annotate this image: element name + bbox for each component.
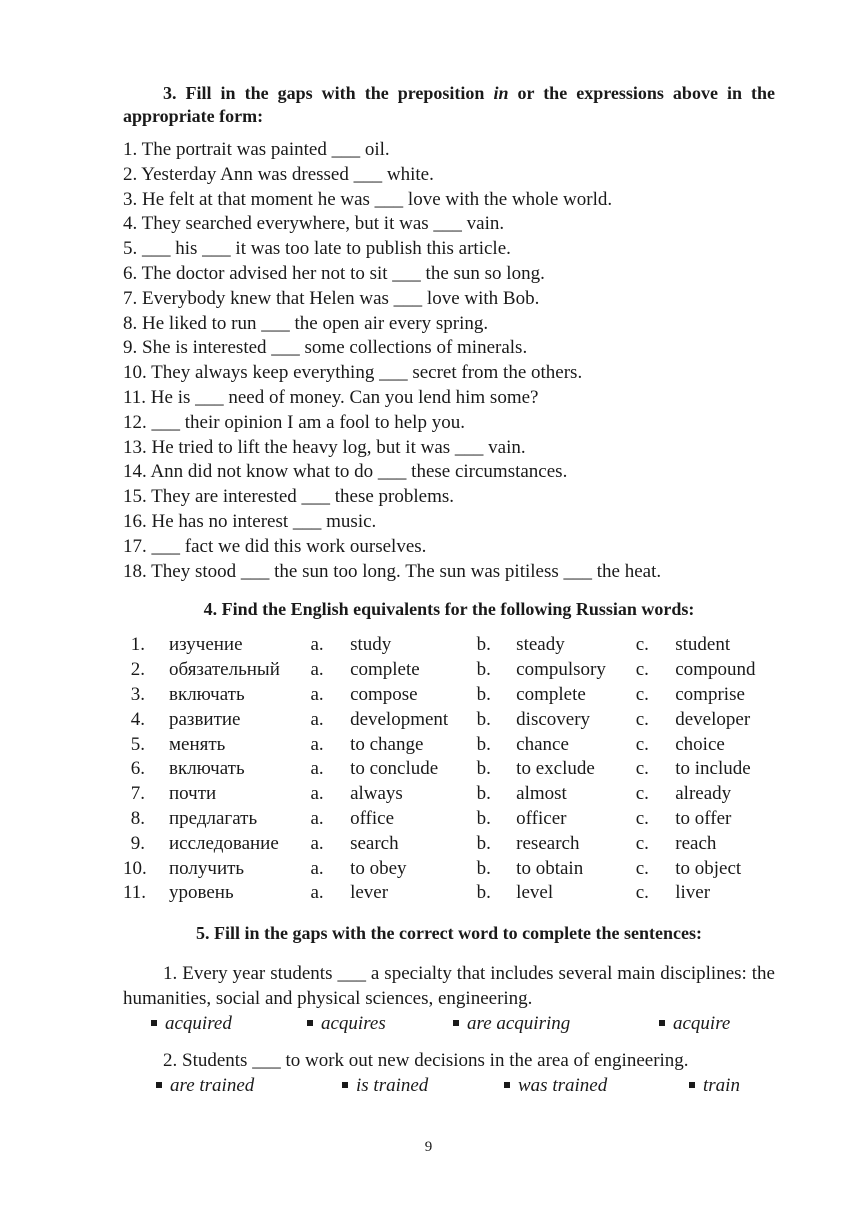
russian-word: исследование bbox=[169, 832, 279, 854]
option-b: discovery bbox=[516, 708, 591, 730]
option-b: steady bbox=[516, 634, 565, 656]
option-c: compound bbox=[675, 659, 756, 681]
exercise-3-list bbox=[123, 138, 775, 584]
option-letter-a: a. bbox=[310, 832, 324, 854]
russian-word: менять bbox=[169, 733, 226, 755]
table-row bbox=[123, 708, 775, 733]
option-a: compose bbox=[350, 683, 418, 705]
option-letter-c: c. bbox=[635, 857, 649, 879]
table-row bbox=[123, 881, 775, 906]
option-b: officer bbox=[516, 807, 567, 829]
option-letter-a: a. bbox=[310, 634, 324, 656]
bullet-square-icon bbox=[151, 1020, 157, 1026]
row-number bbox=[123, 881, 169, 906]
option-b: almost bbox=[516, 783, 567, 805]
option-b: chance bbox=[516, 733, 569, 755]
row-number-label: 6. bbox=[130, 758, 145, 780]
option-letter-a: a. bbox=[310, 807, 324, 829]
option-b: compulsory bbox=[516, 659, 606, 681]
row-number-label: 7. bbox=[130, 783, 145, 805]
option-letter-c: c. bbox=[635, 882, 649, 904]
option-letter-b: b. bbox=[476, 882, 491, 904]
option-b: to obtain bbox=[516, 857, 584, 879]
list-item: 1. The portrait was painted ___ oil. bbox=[123, 139, 390, 160]
question-2-text: 2. Students ___ to work out new decisions in the area of engineering. bbox=[163, 1050, 689, 1072]
option-c: to include bbox=[675, 758, 751, 780]
option-a: always bbox=[350, 783, 403, 805]
option-c: reach bbox=[675, 832, 717, 854]
option-a: to change bbox=[350, 733, 424, 755]
list-item: 13. He tried to lift the heavy log, but it was ___ vain. bbox=[123, 436, 526, 458]
list-item: 9. She is interested ___ some collections of minerals. bbox=[123, 337, 528, 359]
option-a: office bbox=[350, 807, 395, 829]
option-item[interactable]: are trained bbox=[156, 1073, 254, 1098]
list-item: 2. Yesterday Ann was dressed ___ white. bbox=[123, 163, 434, 185]
option-a: complete bbox=[350, 659, 420, 681]
option-c: student bbox=[675, 634, 731, 656]
question-1-options bbox=[123, 1011, 775, 1036]
bullet-square-icon bbox=[307, 1020, 313, 1026]
list-item: 12. ___ their opinion I am a fool to help you. bbox=[123, 411, 465, 433]
row-number bbox=[123, 782, 169, 807]
table-row bbox=[123, 683, 775, 708]
russian-word: обязательный bbox=[169, 659, 280, 681]
option-item[interactable]: is trained bbox=[342, 1073, 428, 1098]
option-a: development bbox=[350, 708, 449, 730]
page-content bbox=[123, 82, 775, 1098]
option-letter-b: b. bbox=[476, 857, 491, 879]
table-row bbox=[123, 857, 775, 882]
bullet-square-icon bbox=[453, 1020, 459, 1026]
option-letter-c: c. bbox=[635, 783, 649, 805]
option-item[interactable]: was trained bbox=[504, 1073, 607, 1098]
option-letter-b: b. bbox=[476, 683, 491, 705]
option-b: level bbox=[516, 882, 554, 904]
option-letter-c: c. bbox=[635, 634, 649, 656]
option-c: to offer bbox=[675, 807, 732, 829]
russian-word: включать bbox=[169, 758, 245, 780]
option-item[interactable]: acquired bbox=[151, 1011, 232, 1036]
row-number bbox=[123, 807, 169, 832]
option-item[interactable]: are acquiring bbox=[453, 1011, 570, 1036]
list-item: 17. ___ fact we did this work ourselves. bbox=[123, 535, 427, 557]
option-b: complete bbox=[516, 683, 586, 705]
option-letter-a: a. bbox=[310, 783, 324, 805]
russian-word: получить bbox=[169, 857, 245, 879]
bullet-square-icon bbox=[689, 1082, 695, 1088]
option-letter-b: b. bbox=[476, 807, 491, 829]
russian-word: уровень bbox=[169, 882, 234, 904]
table-row bbox=[123, 807, 775, 832]
row-number bbox=[123, 683, 169, 708]
list-item: 11. He is ___ need of money. Can you lend him some? bbox=[123, 386, 539, 408]
row-number-label: 1. bbox=[130, 634, 145, 656]
list-item: 10. They always keep everything ___ secret from the others. bbox=[123, 362, 583, 384]
russian-word: изучение bbox=[169, 634, 243, 656]
option-letter-b: b. bbox=[476, 659, 491, 681]
option-letter-c: c. bbox=[635, 733, 649, 755]
row-number bbox=[123, 832, 169, 857]
row-number-label: 11. bbox=[123, 882, 147, 904]
list-item: 7. Everybody knew that Helen was ___ love with Bob. bbox=[123, 287, 540, 309]
list-item: 16. He has no interest ___ music. bbox=[123, 510, 377, 532]
option-letter-a: a. bbox=[310, 758, 324, 780]
option-letter-c: c. bbox=[635, 683, 649, 705]
option-letter-b: b. bbox=[476, 634, 491, 656]
russian-word: развитие bbox=[169, 708, 241, 730]
option-letter-a: a. bbox=[310, 708, 324, 730]
russian-word: предлагать bbox=[169, 807, 258, 829]
row-number-label: 4. bbox=[130, 708, 145, 730]
list-item: 4. They searched everywhere, but it was ___ vain. bbox=[123, 213, 505, 235]
row-number bbox=[123, 658, 169, 683]
question-2-options bbox=[123, 1073, 775, 1098]
list-item: 14. Ann did not know what to do ___ these circumstances. bbox=[123, 461, 568, 483]
row-number bbox=[123, 857, 169, 882]
option-letter-c: c. bbox=[635, 708, 649, 730]
option-c: developer bbox=[675, 708, 751, 730]
bullet-square-icon bbox=[504, 1082, 510, 1088]
option-a: search bbox=[350, 832, 399, 854]
list-item: 6. The doctor advised her not to sit ___ the sun so long. bbox=[123, 262, 545, 284]
table-row bbox=[123, 633, 775, 658]
table-row bbox=[123, 757, 775, 782]
table-row bbox=[123, 733, 775, 758]
option-c: comprise bbox=[675, 683, 745, 705]
row-number-label: 8. bbox=[130, 807, 145, 829]
list-item: 5. ___ his ___ it was too late to publish this article. bbox=[123, 238, 511, 260]
row-number-label: 9. bbox=[130, 832, 145, 854]
list-item: 3. He felt at that moment he was ___ love with the whole world. bbox=[123, 188, 613, 210]
row-number-label: 2. bbox=[130, 659, 145, 681]
option-letter-b: b. bbox=[476, 783, 491, 805]
option-letter-c: c. bbox=[635, 659, 649, 681]
option-letter-c: c. bbox=[635, 807, 649, 829]
table-row bbox=[123, 832, 775, 857]
option-item[interactable]: acquires bbox=[307, 1011, 386, 1036]
option-item[interactable]: train bbox=[689, 1073, 740, 1098]
option-c: choice bbox=[675, 733, 725, 755]
russian-word: почти bbox=[169, 783, 217, 805]
option-c: already bbox=[675, 783, 732, 805]
row-number bbox=[123, 708, 169, 733]
option-b: research bbox=[516, 832, 580, 854]
russian-word: включать bbox=[169, 683, 245, 705]
option-letter-a: a. bbox=[310, 683, 324, 705]
list-item: 8. He liked to run ___ the open air every spring. bbox=[123, 312, 489, 334]
option-letter-c: c. bbox=[635, 832, 649, 854]
row-number bbox=[123, 633, 169, 658]
bullet-square-icon bbox=[156, 1082, 162, 1088]
row-number-label: 10. bbox=[123, 857, 147, 879]
option-c: to object bbox=[675, 857, 742, 879]
row-number bbox=[123, 733, 169, 758]
row-number-label: 5. bbox=[130, 733, 145, 755]
option-letter-b: b. bbox=[476, 733, 491, 755]
option-letter-c: c. bbox=[635, 758, 649, 780]
exercise-3-heading: 3. Fill in the gaps with the preposition in or the expressions above in the appropriate form: bbox=[123, 83, 775, 126]
row-number bbox=[123, 757, 169, 782]
table-row bbox=[123, 658, 775, 683]
option-a: to conclude bbox=[350, 758, 439, 780]
page-number: 9 bbox=[424, 1139, 433, 1155]
exercise-4-heading: 4. Find the English equivalents for the following Russian words: bbox=[203, 599, 695, 620]
option-b: to exclude bbox=[516, 758, 595, 780]
option-letter-b: b. bbox=[476, 758, 491, 780]
exercise-4-table bbox=[123, 633, 775, 906]
option-item[interactable]: acquire bbox=[659, 1011, 730, 1036]
list-item: 15. They are interested ___ these problems. bbox=[123, 486, 454, 508]
option-letter-a: a. bbox=[310, 882, 324, 904]
option-letter-a: a. bbox=[310, 857, 324, 879]
option-letter-b: b. bbox=[476, 708, 491, 730]
list-item: 18. They stood ___ the sun too long. The sun was pitiless ___ the heat. bbox=[123, 560, 662, 582]
option-a: lever bbox=[350, 882, 389, 904]
exercise-5-heading: 5. Fill in the gaps with the correct word to complete the sentences: bbox=[195, 923, 703, 944]
bullet-square-icon bbox=[659, 1020, 665, 1026]
option-letter-b: b. bbox=[476, 832, 491, 854]
question-1-text: 1. Every year students ___ a specialty that includes several main disciplines: the humanities, social and physical sciences, engineering. bbox=[123, 963, 775, 1010]
table-row bbox=[123, 782, 775, 807]
option-letter-a: a. bbox=[310, 659, 324, 681]
option-letter-a: a. bbox=[310, 733, 324, 755]
option-c: liver bbox=[675, 882, 711, 904]
row-number-label: 3. bbox=[130, 683, 145, 705]
option-a: study bbox=[350, 634, 392, 656]
bullet-square-icon bbox=[342, 1082, 348, 1088]
option-a: to obey bbox=[350, 857, 407, 879]
